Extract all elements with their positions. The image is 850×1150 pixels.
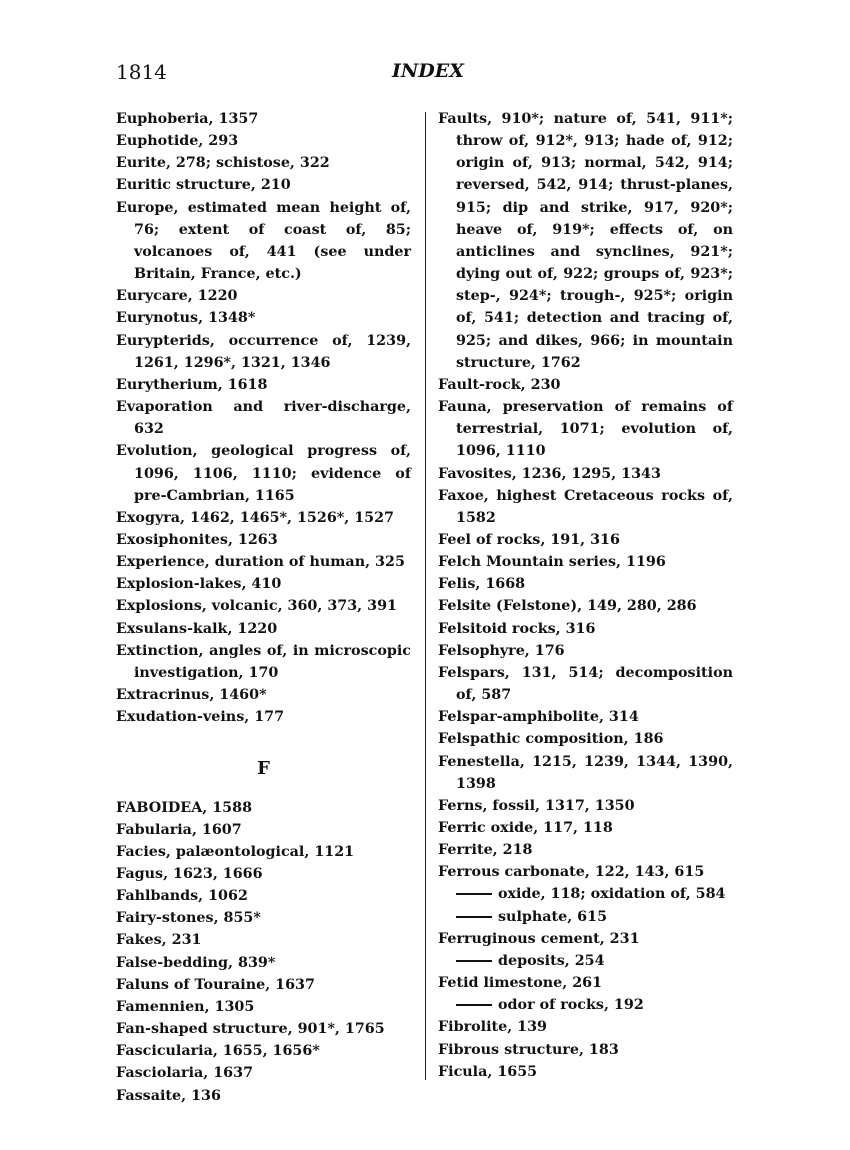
index-entry: Facies, palæontological, 1121 bbox=[116, 843, 355, 860]
running-head: INDEX bbox=[392, 60, 464, 82]
index-entry: Eurypterids, occurrence of, 1239, 1261, 1296*, 1321, 1346 bbox=[116, 332, 411, 371]
ditto-dash bbox=[456, 893, 492, 895]
index-entry: Eurycare, 1220 bbox=[116, 288, 238, 305]
index-entry: Exsulans-kalk, 1220 bbox=[116, 620, 278, 637]
index-entry: Eurynotus, 1348* bbox=[116, 310, 256, 327]
ditto-dash bbox=[456, 916, 492, 918]
index-entry: Exosiphonites, 1263 bbox=[116, 531, 278, 548]
index-entry: Europe, estimated mean height of, 76; extent of coast of, 85; volcanoes of, 441 (see under Britain, France, etc.) bbox=[116, 199, 411, 283]
left-column bbox=[116, 108, 411, 1107]
index-entry: Eurite, 278; schistose, 322 bbox=[116, 155, 330, 172]
index-entry: Felspars, 131, 514; decomposition of, 587 bbox=[438, 664, 733, 704]
index-entry: Ferrous carbonate, 122, 143, 615 bbox=[438, 864, 705, 881]
index-entry: Fakes, 231 bbox=[116, 932, 202, 949]
index-entry: Felsite (Felstone), 149, 280, 286 bbox=[438, 598, 697, 615]
index-entry: Euphotide, 293 bbox=[116, 133, 239, 150]
index-entry: Fetid limestone, 261 bbox=[438, 975, 603, 992]
index-entry: Felspar-amphibolite, 314 bbox=[438, 709, 639, 726]
index-entry: Feel of rocks, 191, 316 bbox=[438, 531, 620, 548]
index-entry: Explosions, volcanic, 360, 373, 391 bbox=[116, 598, 397, 615]
index-entry: Felch Mountain series, 1196 bbox=[438, 554, 666, 571]
subentry-text: deposits, 254 bbox=[498, 952, 605, 969]
index-entry: Exogyra, 1462, 1465*, 1526*, 1527 bbox=[116, 509, 394, 526]
index-entry: Fibrous structure, 183 bbox=[438, 1041, 619, 1058]
index-entry: FABOIDEA, 1588 bbox=[116, 799, 253, 816]
index-entry: Ferns, fossil, 1317, 1350 bbox=[438, 797, 635, 814]
index-entry: False-bedding, 839* bbox=[116, 954, 276, 971]
index-entry: Felspathic composition, 186 bbox=[438, 731, 664, 748]
subentry-text: sulphate, 615 bbox=[498, 908, 608, 925]
index-entry: Fahlbands, 1062 bbox=[116, 888, 248, 905]
right-column bbox=[438, 108, 733, 1083]
index-entry: Fairy-stones, 855* bbox=[116, 910, 261, 927]
index-entry: Ferrite, 218 bbox=[438, 842, 533, 859]
index-entry: Fault-rock, 230 bbox=[438, 376, 561, 393]
index-subentry bbox=[438, 906, 733, 928]
index-subentry bbox=[438, 994, 733, 1016]
index-entry: Euritic structure, 210 bbox=[116, 177, 291, 194]
page-number: 1814 bbox=[116, 60, 167, 84]
index-entry: Fan-shaped structure, 901*, 1765 bbox=[116, 1021, 385, 1038]
index-entry: Faults, 910*; nature of, 541, 911*; throw of, 912*, 913; hade of, 912; origin of, 913; normal, 542, 914; reversed, 542, 914; thrust-planes, 915; dip and strike, 917, 920*; heave of, 919*; effects of, on anticlines and synclines, 921*; dying out of, 922; groups of, 923*; step-, 924*; trough-, 925*; origin of, 541; detection and tracing of, 925; and dikes, 966; in mountain structure, 1762 bbox=[438, 111, 733, 371]
index-entry: Eurytherium, 1618 bbox=[116, 376, 268, 393]
index-entry: Felsophyre, 176 bbox=[438, 642, 565, 659]
index-entry: Fassaite, 136 bbox=[116, 1087, 221, 1104]
index-entry: Fabularia, 1607 bbox=[116, 821, 242, 838]
index-subentry bbox=[438, 950, 733, 972]
index-subentry bbox=[438, 883, 733, 905]
index-entry: Experience, duration of human, 325 bbox=[116, 554, 405, 571]
index-entry: Fasciolaria, 1637 bbox=[116, 1065, 254, 1082]
index-entry: Extinction, angles of, in microscopic investigation, 170 bbox=[116, 642, 411, 681]
index-entry: Explosion-lakes, 410 bbox=[116, 576, 282, 593]
index-entry: Extracrinus, 1460* bbox=[116, 687, 267, 704]
index-entry: Famennien, 1305 bbox=[116, 998, 255, 1015]
ditto-dash bbox=[456, 960, 492, 962]
column-divider bbox=[425, 112, 426, 1080]
index-entry: Ferruginous cement, 231 bbox=[438, 930, 640, 947]
index-entry: Fascicularia, 1655, 1656* bbox=[116, 1043, 320, 1060]
index-entry: Fauna, preservation of remains of terrestrial, 1071; evolution of, 1096, 1110 bbox=[438, 399, 733, 460]
index-entry: Evaporation and river-discharge, 632 bbox=[116, 399, 411, 438]
ditto-dash bbox=[456, 1004, 492, 1006]
index-entry: Felsitoid rocks, 316 bbox=[438, 620, 596, 637]
index-entry: Exudation-veins, 177 bbox=[116, 709, 285, 726]
index-entry: Ferric oxide, 117, 118 bbox=[438, 820, 613, 836]
index-entry: Ficula, 1655 bbox=[438, 1063, 538, 1080]
index-entry: Euphoberia, 1357 bbox=[116, 111, 259, 127]
index-entry: Faluns of Touraine, 1637 bbox=[116, 976, 315, 993]
subentry-text: oxide, 118; oxidation of, 584 bbox=[498, 886, 726, 903]
index-entry: Fagus, 1623, 1666 bbox=[116, 866, 263, 882]
subentry-text: odor of rocks, 192 bbox=[498, 997, 644, 1014]
section-letter: F bbox=[257, 758, 270, 780]
index-entry: Evolution, geological progress of, 1096, 1106, 1110; evidence of pre-Cambrian, 1165 bbox=[116, 443, 411, 504]
index-entry: Fibrolite, 139 bbox=[438, 1019, 548, 1036]
index-entry: Fenestella, 1215, 1239, 1344, 1390, 1398 bbox=[438, 753, 733, 792]
index-entry: Faxoe, highest Cretaceous rocks of, 1582 bbox=[438, 487, 733, 526]
index-entry: Favosites, 1236, 1295, 1343 bbox=[438, 465, 661, 482]
index-entry: Felis, 1668 bbox=[438, 576, 526, 593]
